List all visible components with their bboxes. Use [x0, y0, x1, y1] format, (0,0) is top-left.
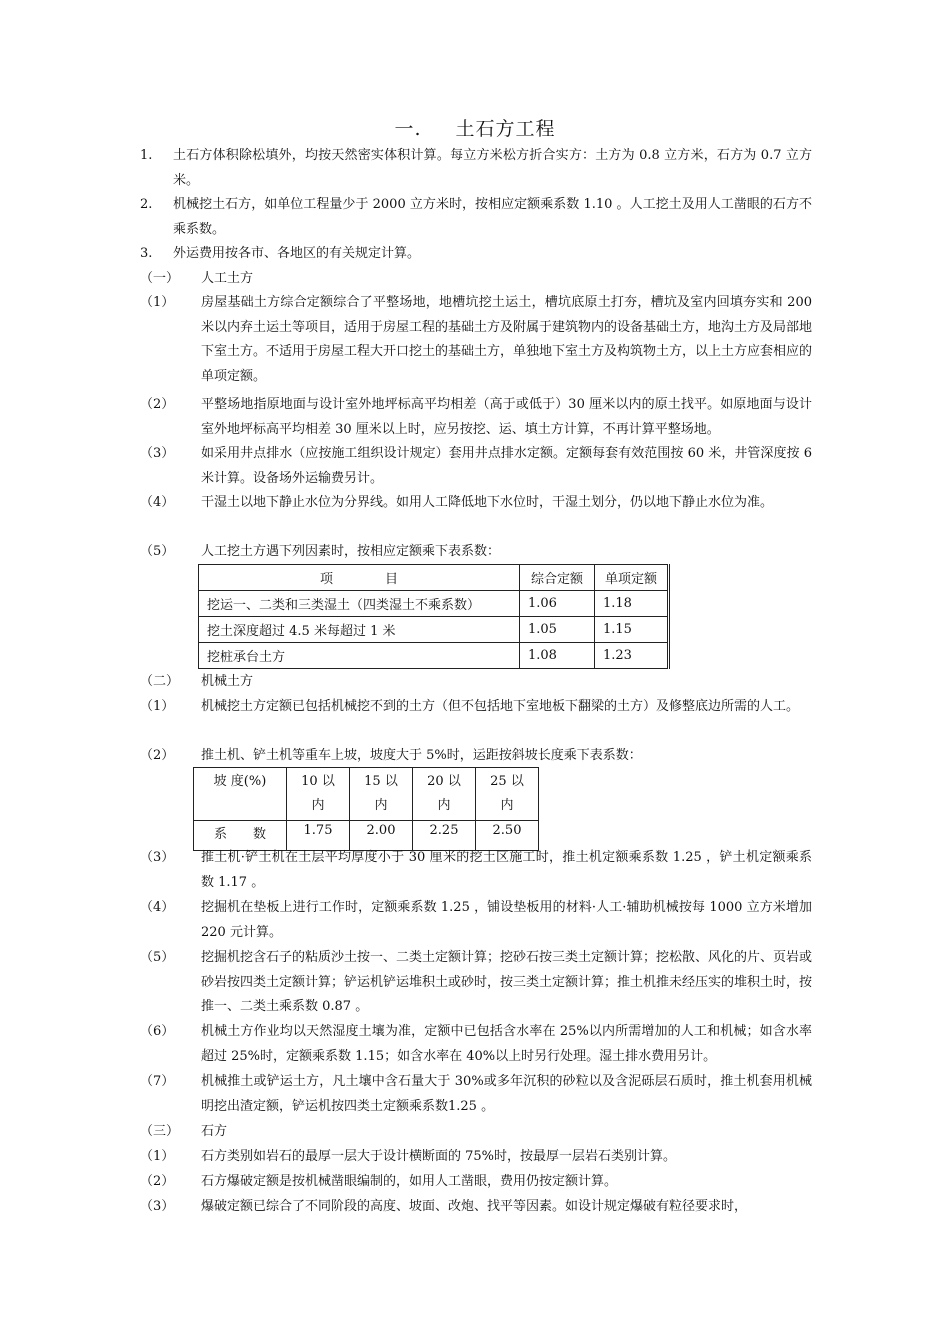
- table-cell: 1.08: [520, 643, 595, 669]
- list-item: [140, 896, 812, 945]
- table-cell: [413, 768, 476, 821]
- item-marker: （3）: [140, 1199, 175, 1214]
- slope-coefficient-table: [193, 767, 539, 851]
- table-cell: 2.25: [413, 821, 476, 851]
- table-cell: 1.18: [595, 591, 669, 617]
- table-cell: [476, 768, 539, 821]
- clause-text: 外运费用按各市、各地区的有关规定计算。: [173, 246, 421, 261]
- item-marker: （2）: [140, 397, 175, 412]
- list-item: [140, 744, 812, 769]
- cell-line: 内: [437, 798, 451, 813]
- table-cell: 1.06: [520, 591, 595, 617]
- table-cell: 2.00: [350, 821, 413, 851]
- item-text: 房屋基础土方综合定额综合了平整场地，地槽坑挖土运土，槽坑底原土打夯，槽坑及室内回填夯实和 200 米以内弃土运土等项目，适用于房屋工程的基础土方及附属于建筑物内的设备基础土方，地沟土方及局部地下室土方。不适用于房屋工程大开口挖土的基础土方，单独地下室土方及构筑物土方，以上土方应套相应的单项定额。: [201, 295, 813, 384]
- cell-line: 内: [500, 798, 514, 813]
- item-marker: （1）: [140, 295, 175, 310]
- list-item: [140, 442, 812, 491]
- page-title: [0, 114, 950, 141]
- table-row-label: 系 数: [194, 821, 287, 851]
- general-clause: [140, 242, 812, 267]
- table-row: [199, 617, 669, 643]
- general-clause: [140, 144, 812, 193]
- item-text: 干湿土以地下静止水位为分界线。如用人工降低地下水位时，干湿土划分，仍以地下静止水位为准。: [201, 495, 774, 510]
- list-item: [140, 846, 812, 895]
- section-heading-manual-earthwork: [140, 267, 812, 292]
- item-marker: （4）: [140, 495, 175, 510]
- table-cell: 1.23: [595, 643, 669, 669]
- list-item: [140, 540, 812, 565]
- list-item: [140, 1070, 812, 1119]
- clause-marker: 3.: [140, 246, 153, 261]
- clause-marker: 1.: [140, 148, 153, 163]
- list-item: [140, 291, 812, 389]
- list-item: [140, 1145, 812, 1170]
- section-marker: （三）: [140, 1124, 180, 1139]
- item-marker: （3）: [140, 850, 175, 865]
- header-cell: 单项定额: [595, 565, 669, 591]
- item-text: 机械挖土方定额已包括机械挖不到的土方（但不包括地下室地板下翻梁的土方）及修整底边所需的人工。: [201, 699, 800, 714]
- item-text: 挖掘机在垫板上进行工作时，定额乘系数 1.25 ，铺设垫板用的材料·人工·辅助机械按每 1000 立方米增加 220 元计算。: [201, 900, 812, 940]
- title-number: 一.: [394, 118, 422, 140]
- table-cell: 挖桩承台土方: [199, 643, 520, 669]
- item-marker: （1）: [140, 699, 175, 714]
- cell-line: 内: [311, 798, 325, 813]
- table-cell: 挖土深度超过 4.5 米每超过 1 米: [199, 617, 520, 643]
- item-marker: （5）: [140, 950, 175, 965]
- item-text: 推土机·铲土机在土层平均厚度小于 30 厘米的挖土区施工时，推土机定额乘系数 1.25 ，铲土机定额乘系数 1.17 。: [201, 850, 812, 890]
- clause-text: 土石方体积除松填外，均按天然密实体积计算。每立方米松方折合实方：土方为 0.8 立方米，石方为 0.7 立方米。: [173, 148, 812, 188]
- item-text: 如采用井点排水（应按施工组织设计规定）套用井点排水定额。定额每套有效范围按 60 米，井管深度按 6 米计算。设备场外运输费另计。: [201, 446, 812, 486]
- header-cell: 综合定额: [520, 565, 595, 591]
- item-text: 石方类别如岩石的最厚一层大于设计横断面的 75%时，按最厚一层岩石类别计算。: [201, 1149, 677, 1164]
- table-header-row: [199, 565, 669, 591]
- section-title: 机械土方: [201, 674, 254, 689]
- table-cell: 1.75: [287, 821, 350, 851]
- item-text: 推土机、铲土机等重车上坡，坡度大于 5%时，运距按斜坡长度乘下表系数：: [201, 748, 642, 763]
- item-marker: （5）: [140, 544, 175, 559]
- table-row: [199, 643, 669, 669]
- item-marker: （6）: [140, 1024, 175, 1039]
- item-marker: （1）: [140, 1149, 175, 1164]
- list-item: [140, 695, 812, 720]
- section-heading-machine-earthwork: [140, 670, 812, 695]
- table-cell: [350, 768, 413, 821]
- table-cell: 1.15: [595, 617, 669, 643]
- list-item: [140, 1195, 812, 1220]
- table-row: [199, 591, 669, 617]
- cell-line: 10 以: [301, 774, 335, 789]
- clause-text: 机械挖土石方，如单位工程量少于 2000 立方米时，按相应定额乘系数 1.10 。人工挖土及用人工凿眼的石方不乘系数。: [173, 197, 812, 237]
- cell-line: 15 以: [364, 774, 398, 789]
- item-text: 挖掘机挖含石子的粘质沙土按一、二类土定额计算；挖砂石按三类土定额计算；挖松散、风化的片、页岩或砂岩按四类土定额计算；铲运机铲运堆积土或砂时，按三类土定额计算；推土机推未经压实的堆积土时，按推一、二类土乘系数 0.87 。: [201, 950, 813, 1014]
- list-item: [140, 393, 812, 442]
- item-text: 机械土方作业均以天然湿度土壤为准，定额中已包括含水率在 25%以内所需增加的人工和机械；如含水率超过 25%时，定额乘系数 1.15；如含水率在 40%以上时另行处理。湿土排水费用另计。: [201, 1024, 812, 1064]
- item-text: 人工挖土方遇下列因素时，按相应定额乘下表系数：: [201, 544, 501, 559]
- list-item: [140, 946, 812, 1020]
- section-title: 石方: [201, 1124, 228, 1139]
- item-marker: （2）: [140, 1174, 175, 1189]
- title-text: 土石方工程: [455, 118, 556, 140]
- header-cell: 项 目: [199, 565, 520, 591]
- item-marker: （3）: [140, 446, 175, 461]
- table-cell: 挖运一、二类和三类湿土（四类湿土不乘系数）: [199, 591, 520, 617]
- item-text: 石方爆破定额是按机械凿眼编制的，如用人工凿眼，费用仍按定额计算。: [201, 1174, 618, 1189]
- list-item: [140, 1020, 812, 1069]
- section-heading-stonework: [140, 1120, 812, 1145]
- cell-line: 内: [374, 798, 388, 813]
- cell-line: 25 以: [490, 774, 524, 789]
- table-cell: 1.05: [520, 617, 595, 643]
- item-text: 平整场地指原地面与设计室外地坪标高平均相差（高于或低于）30 厘米以内的原土找平。如原地面与设计室外地坪标高平均相差 30 厘米以上时，应另按挖、运、填土方计算，不再计算平整场地。: [201, 397, 812, 437]
- table-cell: [287, 768, 350, 821]
- clause-marker: 2.: [140, 197, 153, 212]
- section-title: 人工土方: [201, 271, 254, 286]
- section-marker: （二）: [140, 674, 180, 689]
- list-item: [140, 491, 812, 516]
- table-row-label: 坡 度(%): [194, 768, 287, 821]
- table-row: [194, 768, 539, 821]
- manual-earthwork-coefficient-table: [198, 564, 670, 669]
- general-clause: [140, 193, 812, 242]
- list-item: [140, 1170, 812, 1195]
- section-marker: （一）: [140, 271, 180, 286]
- item-marker: （2）: [140, 748, 175, 763]
- item-text: 机械推土或铲运土方，凡土壤中含石量大于 30%或多年沉积的砂粒以及含泥砾层石质时，推土机套用机械明挖出渣定额，铲运机按四类土定额乘系数1.25 。: [201, 1074, 812, 1114]
- item-marker: （4）: [140, 900, 175, 915]
- cell-line: 20 以: [427, 774, 461, 789]
- item-text: 爆破定额已综合了不同阶段的高度、坡面、改炮、找平等因素。如设计规定爆破有粒径要求时，: [201, 1199, 748, 1214]
- item-marker: （7）: [140, 1074, 175, 1089]
- table-cell: 2.50: [476, 821, 539, 851]
